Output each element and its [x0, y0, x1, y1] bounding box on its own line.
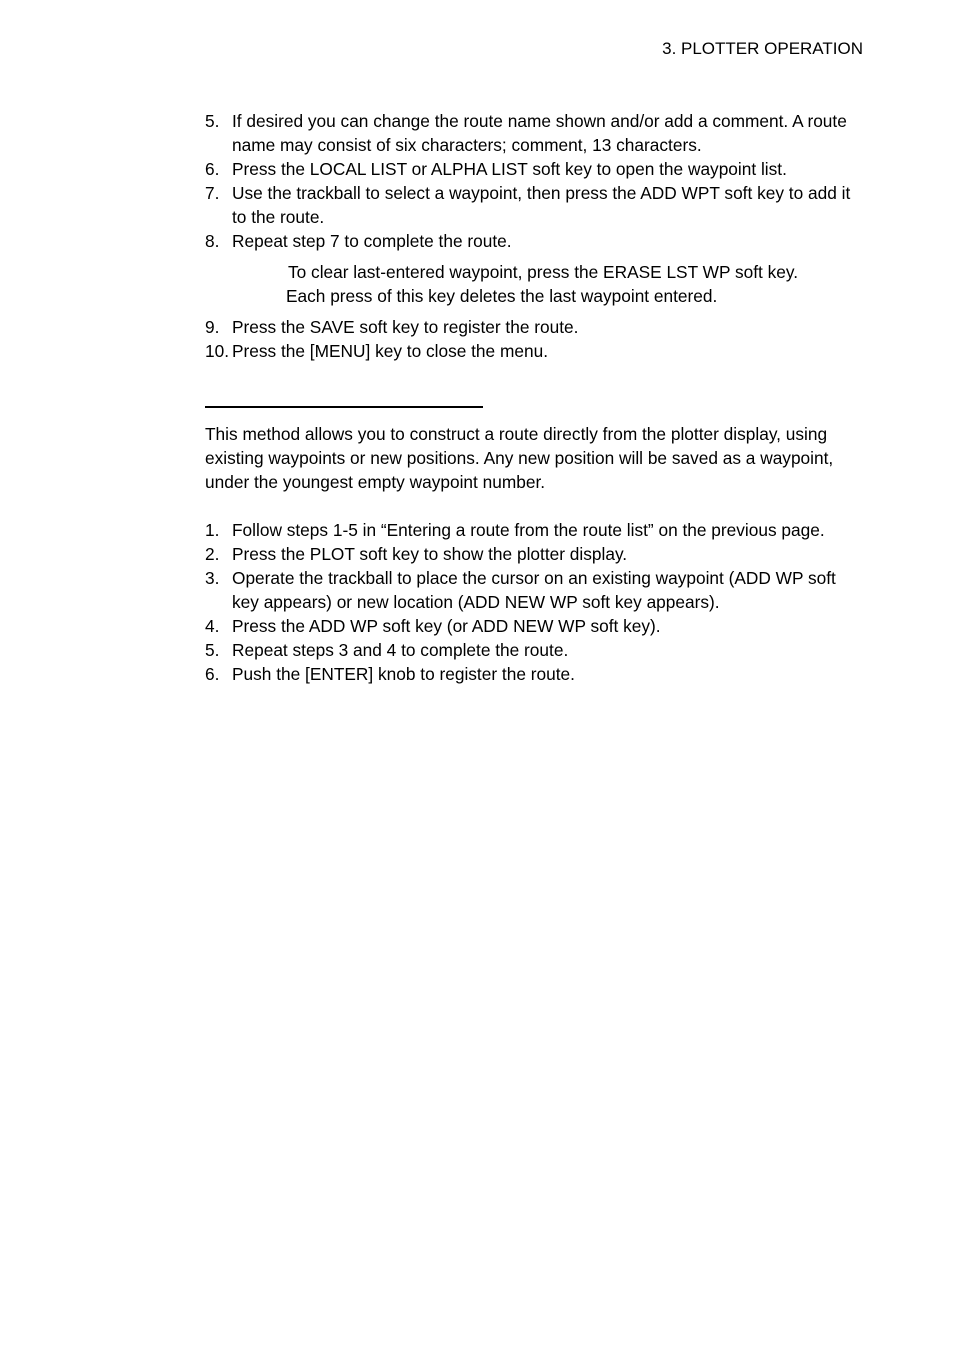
section-heading-rule — [205, 406, 483, 408]
step-text: Follow steps 1-5 in “Entering a route from the route list” on the previous page. — [232, 520, 825, 540]
step-number: 6. — [205, 159, 220, 179]
step-item — [205, 638, 855, 662]
step-item — [205, 315, 855, 339]
step-text: Push the [ENTER] knob to register the route. — [232, 664, 575, 684]
step-number: 1. — [205, 520, 220, 540]
step-number: 4. — [205, 616, 220, 636]
step-text: Use the trackball to select a waypoint, then press the ADD WPT soft key to add it to the route. — [232, 183, 851, 227]
step-text: Repeat steps 3 and 4 to complete the route. — [232, 640, 569, 660]
step-number: 7. — [205, 183, 220, 203]
step-number: 6. — [205, 664, 220, 684]
step-item — [205, 518, 855, 542]
step-text: Operate the trackball to place the cursor on an existing waypoint (ADD WP soft key appears) or new location (ADD NEW WP soft key appears). — [232, 568, 836, 612]
step-item — [205, 229, 855, 253]
step-item — [205, 109, 855, 157]
step-list-plotter-method — [205, 518, 855, 686]
step-text: Press the [MENU] key to close the menu. — [232, 341, 548, 361]
step-text: Repeat step 7 to complete the route. — [232, 231, 512, 251]
step-list-route-entry — [205, 109, 855, 253]
step-number: 3. — [205, 568, 220, 588]
step-number: 5. — [205, 111, 220, 131]
step-item — [205, 614, 855, 638]
step-item — [205, 542, 855, 566]
step-item — [205, 339, 855, 363]
step-text: Press the SAVE soft key to register the route. — [232, 317, 579, 337]
step-number: 9. — [205, 317, 220, 337]
intro-paragraph: This method allows you to construct a route directly from the plotter display, using existing waypoints or new positions. Any new position will be saved as a waypoint, under the youngest empty waypoint number. — [205, 424, 834, 492]
step-list-save — [205, 315, 855, 363]
step-number: 5. — [205, 640, 220, 660]
note-line: Each press of this key deletes the last waypoint entered. — [286, 286, 718, 306]
step-number: 10. — [205, 341, 230, 361]
step-number: 8. — [205, 231, 220, 251]
step-item — [205, 566, 855, 614]
step-text: Press the LOCAL LIST or ALPHA LIST soft key to open the waypoint list. — [232, 159, 787, 179]
step-text: Press the PLOT soft key to show the plotter display. — [232, 544, 628, 564]
step-item — [205, 181, 855, 229]
step-item — [205, 157, 855, 181]
step-item — [205, 662, 855, 686]
note-block — [286, 260, 856, 308]
section-header: 3. PLOTTER OPERATION — [662, 39, 863, 58]
step-number: 2. — [205, 544, 220, 564]
step-text: Press the ADD WP soft key (or ADD NEW WP soft key). — [232, 616, 661, 636]
note-line: To clear last-entered waypoint, press the ERASE LST WP soft key. — [288, 262, 799, 282]
step-text: If desired you can change the route name shown and/or add a comment. A route name may consist of six characters; comment, 13 characters. — [232, 111, 847, 155]
